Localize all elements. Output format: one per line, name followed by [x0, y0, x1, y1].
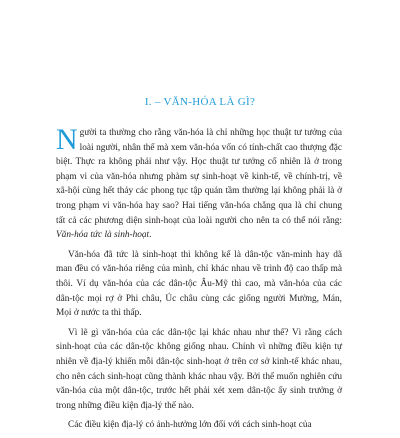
paragraph-4: [56, 418, 342, 433]
body-text: [56, 123, 342, 438]
paragraph-text: gười ta thường cho rằng văn-hóa là chỉ những học thuật tư tưởng của loài người, nhân thế mà xem văn-hóa vốn có tính-chất cao thượng đặc biệt. Thực ra không phải như vậy. Học thuật tư tưởng cố nhiên là ở trong phạm vi của văn-hóa nhưng phàm sự sinh-hoạt về kinh-tế, về chính-trị, về xã-hội cùng hết thảy các phong tục tập quán tầm thường lại không phải là ở trong phạm vi văn-hóa hay sao? Hai tiếng văn-hóa chẳng qua là chỉ chung tất cả các phương diện sinh-hoạt của loài người cho nên ta có thể nói rằng:: [56, 128, 342, 226]
paragraph-3: [56, 326, 342, 414]
paragraph-1: [56, 123, 342, 243]
paragraph-2: [56, 248, 342, 321]
paragraph-text: .: [149, 230, 152, 241]
paragraph-text: Vì lẽ gì văn-hóa của các dân-tộc lại khác nhau như thế? Vì rằng cách sinh-hoạt của các dân-tộc không giống nhau. Chính vì những điều kiện tự nhiên về địa-lý khiến mỗi dân-tộc sinh-hoạt ở trên cơ sở kinh-tế khác nhau, cho nên cách sinh-hoạt cũng thành khác nhau vậy. Bởi thế muốn nghiên cứu văn-hóa của một dân-tộc, trước hết phải xét xem dân-tộc ấy sinh trưởng ở trong những điều kiện địa-lý thế nào.: [56, 327, 342, 411]
italic-phrase: Văn-hóa tức là sinh-hoạt: [56, 230, 150, 241]
drop-cap: N: [56, 123, 78, 156]
chapter-heading: I. – VĂN-HÓA LÀ GÌ?: [144, 96, 256, 108]
paragraph-text: Các điều kiện địa-lý có ảnh-hưởng lớn đối với cách sinh-hoạt của: [68, 420, 312, 431]
paragraph-text: Văn-hóa đã tức là sinh-hoạt thì không kể là dân-tộc văn-minh hay dã man đều có văn-hóa riêng của mình, chỉ khác nhau về trình độ cao thấp mà thôi. Ví dụ văn-hóa của các dân-tộc Âu-Mỹ thì cao, mà văn-hóa của các dân-tộc mọi rợ ở Phi châu, Úc châu cùng các giống người Mường, Mán, Mọi ở nước ta thì thấp.: [56, 249, 342, 319]
